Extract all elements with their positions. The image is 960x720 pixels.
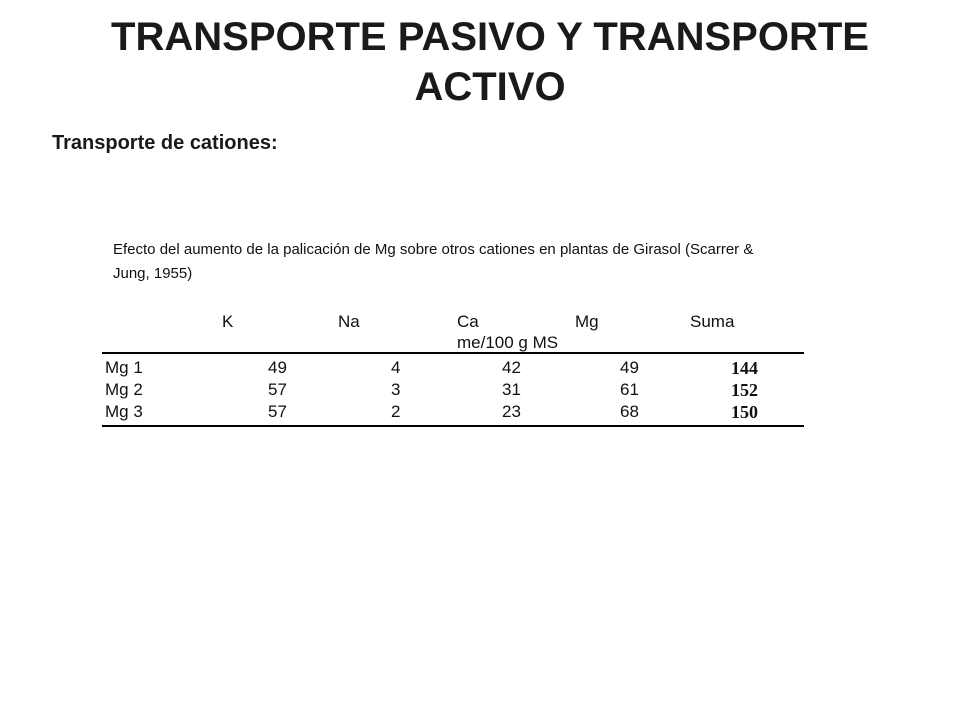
table-row	[0, 357, 960, 379]
cell-mg: 49	[620, 358, 639, 377]
units-label: me/100 g MS	[457, 333, 559, 352]
cell-ca: 23	[502, 402, 521, 421]
cell-suma: 144	[731, 358, 758, 378]
table-caption: Efecto del aumento de la palicación de Mg sobre otros cationes en plantas de Girasol (Scarrer & Jung, 1955)	[113, 241, 754, 282]
table-row	[0, 401, 960, 423]
cell-na: 4	[391, 358, 401, 377]
header-suma: Suma	[690, 312, 735, 331]
table-bottom-rule	[102, 425, 804, 427]
row-label: Mg 1	[105, 358, 143, 377]
cell-suma: 150	[731, 402, 758, 422]
cell-k: 57	[268, 380, 287, 399]
cell-k: 49	[268, 358, 287, 377]
cell-ca: 31	[502, 380, 521, 399]
section-subtitle: Transporte de cationes:	[52, 132, 278, 154]
header-na: Na	[338, 312, 360, 331]
table-top-rule	[102, 352, 804, 354]
cell-na: 3	[391, 380, 401, 399]
table-row	[0, 379, 960, 401]
slide-title: TRANSPORTE PASIVO Y TRANSPORTE ACTIVO	[111, 15, 869, 109]
row-label: Mg 3	[105, 402, 143, 421]
row-label: Mg 2	[105, 380, 143, 399]
header-k: K	[222, 312, 234, 331]
cell-suma: 152	[731, 380, 758, 400]
header-mg: Mg	[575, 312, 599, 331]
cell-na: 2	[391, 402, 401, 421]
header-ca: Ca	[457, 312, 479, 331]
cell-mg: 68	[620, 402, 639, 421]
cell-k: 57	[268, 402, 287, 421]
cell-ca: 42	[502, 358, 521, 377]
cell-mg: 61	[620, 380, 639, 399]
